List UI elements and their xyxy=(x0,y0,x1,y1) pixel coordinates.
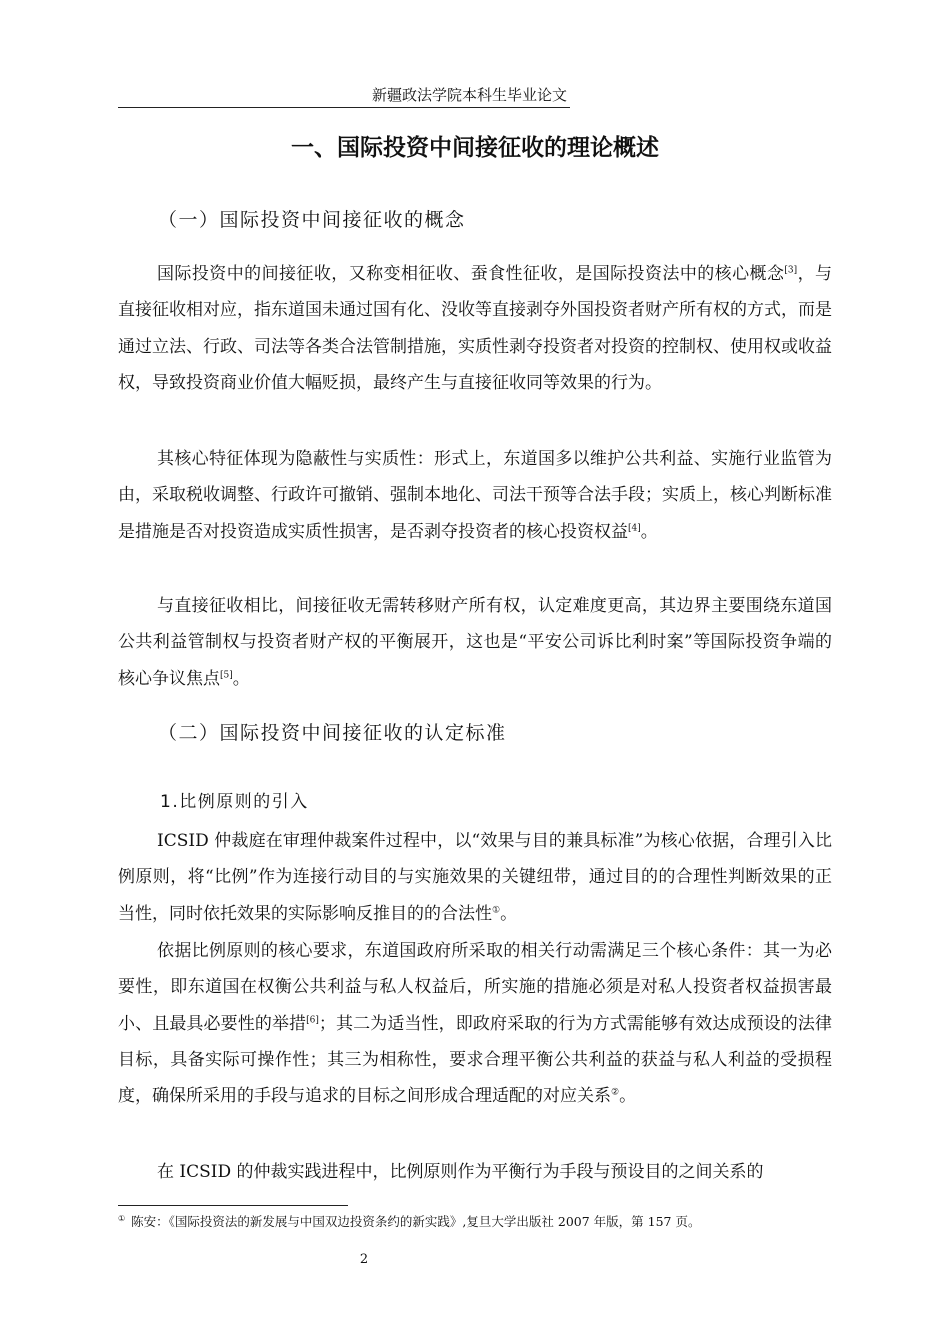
paragraph-text: 。 xyxy=(619,1086,637,1107)
header-text: 新疆政法学院本科生毕业论文 xyxy=(371,86,567,104)
subsection-title-proportionality: 1.比例原则的引入 xyxy=(160,792,309,812)
page-number: 2 xyxy=(359,1252,369,1267)
paragraph-text: 与直接征收相比，间接征收无需转移财产所有权，认定难度更高，其边界主要围绕东道国公共利益管制权与投资者财产权的平衡展开，这也是“平安公司诉比利时案”等国际投资争端的核心争议焦点 xyxy=(118,596,832,689)
paragraph-text: ICSID 仲裁庭在审理仲裁案件过程中，以“效果与目的兼具标准”为核心依据，合理引入比例原则，将“比例”作为连接行动目的与实施效果的关键纽带，通过目的的合理性判断效果的正当性，同时依托效果的实际影响反推目的的合法性 xyxy=(118,831,832,924)
footnote xyxy=(118,1212,832,1232)
paragraph-text: 在 ICSID 的仲裁实践进程中，比例原则作为平衡行为手段与预设目的之间关系的 xyxy=(157,1162,764,1182)
paragraph-comparison xyxy=(118,588,832,697)
paragraph-text: ，与直接征收相对应，指东道国未通过国有化、没收等直接剥夺外国投资者财产所有权的方式，而是通过立法、行政、司法等各类合法管制措施，实质性剥夺投资者对投资的控制权、使用权或收益权，导致投资商业价值大幅贬损，最终产生与直接征收同等效果的行为。 xyxy=(118,264,833,393)
footnote-text: 陈安：《国际投资法的新发展与中国双边投资条约的新实践》,复旦大学出版社 2007 年版，第 157 页。 xyxy=(131,1214,701,1229)
footnote-ref: ② xyxy=(611,1087,620,1098)
section-title-standards: （二）国际投资中间接征收的认定标准 xyxy=(158,722,507,744)
paragraph-core-features xyxy=(118,441,832,550)
section-title-concept: （一）国际投资中间接征收的概念 xyxy=(158,209,466,231)
paragraph-text: 依据比例原则的核心要求，东道国政府所采取的相关行动需满足三个核心条件：其一为必要性，即东道国在权衡公共利益与私人权益后，所实施的措施必须是对私人投资者权益损害最小、且最具必要性的举措 xyxy=(118,941,832,1034)
citation-ref: [4] xyxy=(628,522,641,533)
page-header xyxy=(118,84,570,108)
paragraph-text: 其核心特征体现为隐蔽性与实质性：形式上，东道国多以维护公共利益、实施行业监管为由，采取税收调整、行政许可撤销、强制本地化、司法干预等合法手段；实质上，核心判断标准是措施是否对投资造成实质性损害，是否剥夺投资者的核心投资权益 xyxy=(118,449,832,542)
citation-ref: [6] xyxy=(306,1014,319,1025)
paragraph-text: 。 xyxy=(500,903,518,924)
paragraph-text: ；其二为适当性，即政府采取的行为方式需能够有效达成预设的法律目标，具备实际可操作性；其三为相称性，要求合理平衡公共利益的获益与私人利益的受损程度，确保所采用的手段与追求的目标之间形成合理适配的对应关系 xyxy=(118,1013,833,1107)
citation-ref: [5] xyxy=(220,669,233,680)
citation-ref: [3] xyxy=(784,265,798,276)
paragraph-three-conditions xyxy=(118,933,832,1114)
paragraph-icsid-practice xyxy=(118,1154,832,1190)
footnote-marker: ① xyxy=(118,1213,126,1223)
paragraph-proportionality-intro xyxy=(118,823,832,932)
paragraph-concept-definition xyxy=(118,256,832,401)
chapter-title: 一、国际投资中间接征收的理论概述 xyxy=(291,135,659,161)
paragraph-text: 。 xyxy=(232,668,250,689)
footnote-ref: ① xyxy=(492,904,501,915)
paragraph-text: 。 xyxy=(640,521,658,542)
footnote-divider xyxy=(118,1205,348,1206)
paragraph-text: 国际投资中的间接征收，又称变相征收、蚕食性征收，是国际投资法中的核心概念 xyxy=(157,264,785,284)
